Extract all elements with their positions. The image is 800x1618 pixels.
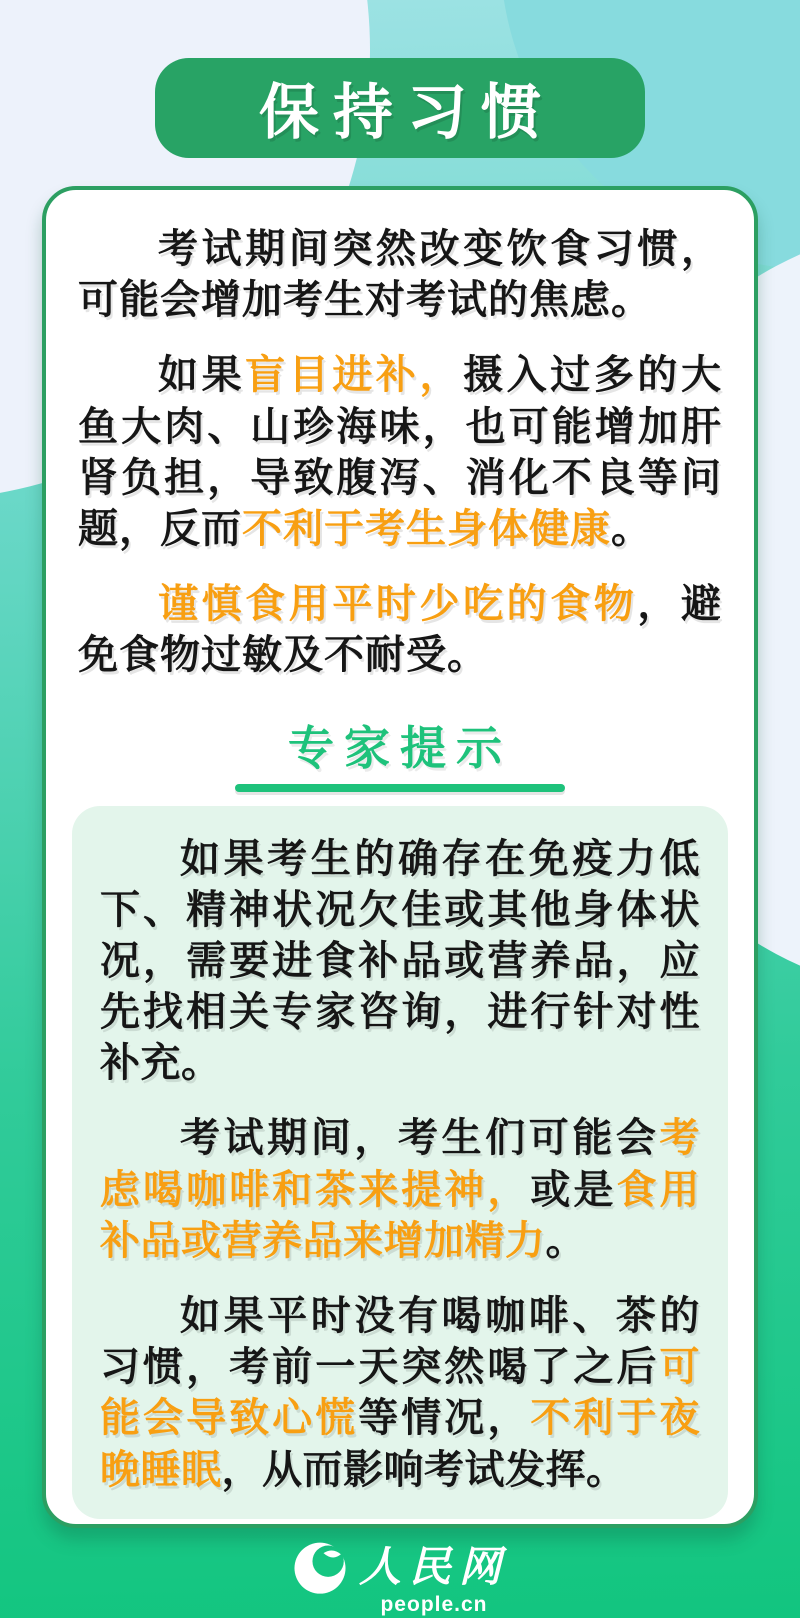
body-text: 如果考生的确存在免疫力低下、精神状况欠佳或其他身体状况，需要进食补品或营养品，应先找相关专家咨询，进行针对性补充。 bbox=[100, 836, 700, 1086]
body-text: ，避免食物过敏及不耐受。 bbox=[78, 582, 723, 678]
highlighted-text: 不利于夜晚睡眠 bbox=[100, 1396, 701, 1492]
body-text: 如果 bbox=[158, 353, 246, 398]
highlighted-text: 谨慎食用平时少吃的食物 bbox=[158, 582, 638, 627]
paragraph bbox=[78, 579, 722, 681]
logo-row bbox=[291, 1538, 509, 1596]
body-text: 考试期间，考生们可能会 bbox=[180, 1116, 660, 1161]
body-text: 摄入过多的大鱼大肉、山珍海味，也可能增加肝肾负担，导致腹泻、消化不良等问题，反而 bbox=[78, 353, 723, 551]
body-text: 。 bbox=[611, 506, 652, 551]
body-text: 如果平时没有喝咖啡、茶的习惯，考前一天突然喝了之后 bbox=[100, 1294, 700, 1390]
footer-logo bbox=[0, 1538, 800, 1615]
paragraph bbox=[78, 224, 722, 326]
content-card bbox=[42, 186, 758, 1528]
expert-paragraphs bbox=[100, 834, 700, 1496]
body-text: 或是 bbox=[530, 1167, 617, 1212]
paragraph bbox=[100, 834, 700, 1090]
highlighted-text: 考虑喝咖啡和茶来提神， bbox=[100, 1116, 700, 1212]
expert-tips-heading bbox=[78, 712, 722, 792]
highlighted-text: 不利于考生身体健康 bbox=[242, 506, 611, 551]
expert-tips-card bbox=[72, 806, 728, 1519]
expert-tips-heading-text: 专家提示 bbox=[288, 721, 512, 774]
body-text: 。 bbox=[545, 1218, 586, 1263]
logo-domain-text: people.cn bbox=[380, 1593, 488, 1616]
body-text: ，从而影响考试发挥。 bbox=[221, 1447, 627, 1492]
heading-underline bbox=[235, 784, 565, 792]
highlighted-text: 可能会导致心慌 bbox=[100, 1345, 700, 1441]
title-badge bbox=[155, 58, 645, 158]
page-title: 保持习惯 bbox=[259, 79, 555, 146]
body-text: 考试期间突然改变饮食习惯，可能会增加考生对考试的焦虑。 bbox=[78, 227, 722, 323]
crescent-moon-icon bbox=[291, 1538, 349, 1596]
paragraph bbox=[78, 350, 722, 555]
main-paragraphs bbox=[78, 224, 722, 682]
paragraph bbox=[100, 1113, 700, 1267]
body-text: 等情况， bbox=[358, 1396, 531, 1441]
highlighted-text: 食用补品或营养品来增加精力 bbox=[100, 1167, 701, 1263]
logo-chinese-text: 人民网 bbox=[358, 1543, 509, 1590]
paragraph bbox=[100, 1291, 700, 1496]
highlighted-text: 盲目进补， bbox=[245, 353, 464, 398]
